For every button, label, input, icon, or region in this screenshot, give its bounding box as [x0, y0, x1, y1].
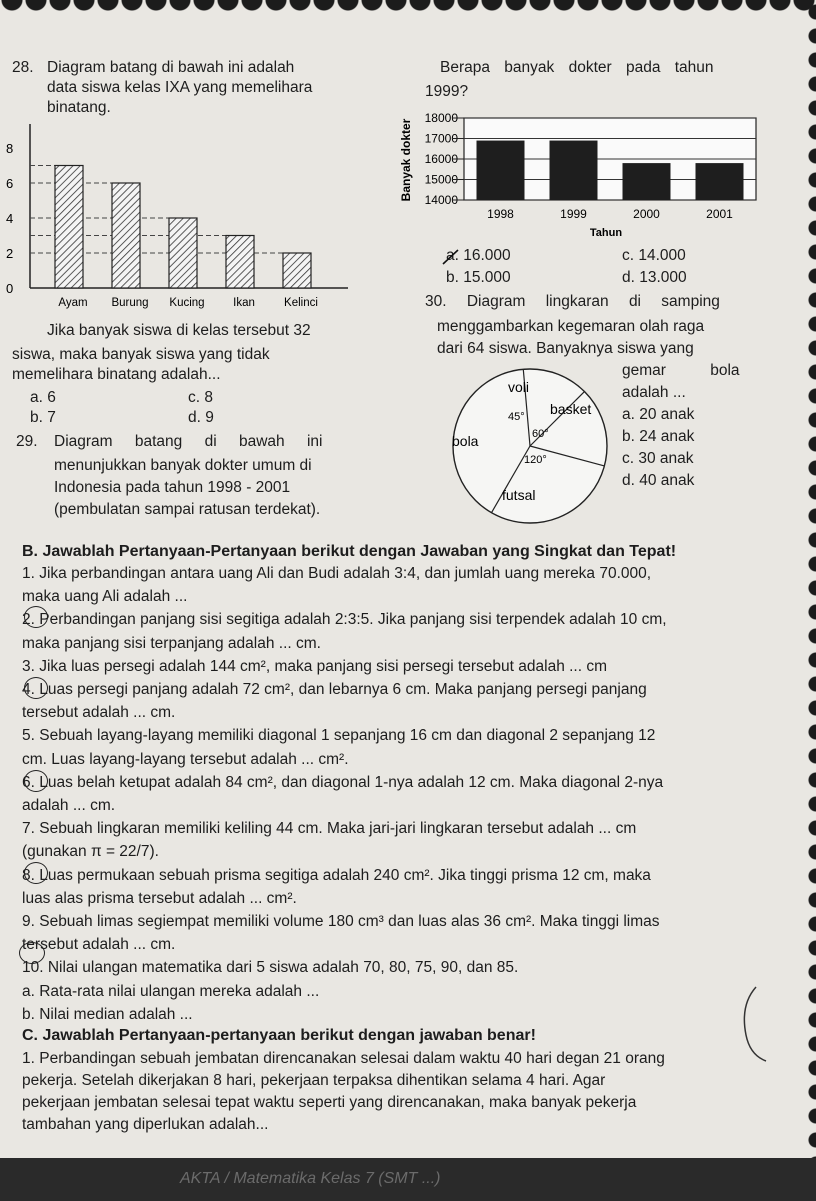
q28-option-c: c. 8 [188, 389, 213, 406]
section-b-line: (gunakan π = 22/7). [22, 843, 159, 861]
animal-bar-chart [0, 118, 360, 318]
section-c-line: 1. Perbandingan sebuah jembatan direncanakan selesai dalam waktu 40 hari degan 21 orang [22, 1050, 665, 1067]
handwritten-circle-8 [24, 862, 48, 884]
q29-option-c: c. 14.000 [622, 247, 686, 264]
q29-question-1: Berapa banyak dokter pada tahun [440, 59, 714, 76]
top-border [0, 0, 816, 24]
answer-cross-mark [440, 247, 462, 267]
animal-xlabel: Kucing [169, 297, 205, 309]
footer-text: AKTA / Matematika Kelas 7 (SMT ...) [180, 1170, 441, 1187]
animal-ytick: 2 [6, 246, 14, 261]
doctor-xlabel: 1999 [560, 207, 587, 221]
section-b-line: 4. Luas persegi panjang adalah 72 cm², dan lebarnya 6 cm. Maka panjang persegi panjang [22, 681, 647, 698]
section-b-line: adalah ... cm. [22, 797, 116, 814]
section-b-line: b. Nilai median adalah ... [22, 1005, 193, 1023]
section-b-line: luas alas prisma tersebut adalah ... cm². [22, 889, 297, 907]
q29-option-b: b. 15.000 [446, 269, 511, 286]
handwritten-circle-10 [19, 942, 45, 964]
doctor-bar-2000 [623, 163, 671, 200]
animal-bar-ikan [226, 236, 254, 289]
animal-bar-ayam [55, 166, 83, 289]
animal-bar-kucing [169, 218, 197, 288]
q28-option-d: d. 9 [188, 409, 214, 426]
doctor-xlabel: 1998 [487, 207, 514, 221]
animal-xlabel: Kelinci [284, 297, 318, 309]
section-b-title: B. Jawablah Pertanyaan-Pertanyaan berikut dengan Jawaban yang Singkat dan Tepat! [22, 543, 677, 560]
pie-label-futsal: futsal [502, 487, 536, 503]
animal-ytick: 6 [6, 176, 14, 191]
pie-label-bola: bola [452, 433, 479, 449]
section-c-line: pekerjaan jembatan selesai tepat waktu seperti yang direncanakan, maka banyak pekerja [22, 1094, 637, 1111]
q30-line-5: adalah ... [622, 384, 686, 401]
section-b-line: tersebut adalah ... cm. [22, 704, 176, 722]
q29-line-1: Diagram batang di bawah ini [54, 433, 323, 450]
animal-xlabel: Burung [111, 297, 149, 309]
handwritten-circle-2 [24, 606, 48, 628]
doctor-ytick: 16000 [424, 152, 458, 166]
q28-option-a: a. 6 [30, 389, 56, 406]
doctor-ylabel: Banyak dokter [399, 118, 413, 202]
handwritten-circle-4 [24, 677, 48, 699]
q28-option-b: b. 7 [30, 409, 56, 426]
section-b-line: tersebut adalah ... cm. [22, 936, 176, 954]
section-b-line: 8. Luas permukaan sebuah prisma segitiga adalah 240 cm². Jika tinggi prisma 12 cm, maka [22, 866, 651, 884]
q30-line-3: dari 64 siswa. Banyaknya siswa yang [437, 340, 694, 357]
animal-ytick: 8 [6, 141, 14, 156]
pie-angle-45: 45° [508, 411, 525, 423]
handwritten-circle-6 [24, 770, 48, 792]
section-b-line: 1. Jika perbandingan antara uang Ali dan Budi adalah 3:4, dan jumlah uang mereka 70.000, [22, 565, 652, 582]
section-b-line: 3. Jika luas persegi adalah 144 cm², maka panjang sisi persegi tersebut adalah ... cm [22, 657, 608, 675]
doctor-xlabel: Tahun [589, 227, 623, 239]
q30-option-a: a. 20 anak [622, 406, 695, 423]
animal-ytick: 4 [6, 211, 14, 226]
doctor-ytick: 14000 [424, 193, 458, 207]
q28-number: 28. [12, 59, 34, 76]
section-b-line: a. Rata-rata nilai ulangan mereka adalah ... [22, 982, 320, 1000]
q28-line-1: Diagram batang di bawah ini adalah [47, 59, 295, 76]
doctor-xlabel: 2000 [633, 207, 660, 221]
q28-after-2: siswa, maka banyak siswa yang tidak [12, 346, 270, 363]
doctor-bar-1998 [477, 141, 525, 200]
pie-angle-120: 120° [524, 454, 547, 466]
doctor-ytick: 18000 [424, 111, 458, 125]
doctor-bar-chart [396, 108, 766, 242]
pie-label-voli: voli [508, 379, 530, 395]
q29-line-4: (pembulatan sampai ratusan terdekat). [54, 501, 321, 518]
page-footer [0, 1158, 816, 1201]
section-b-line: 7. Sebuah lingkaran memiliki keliling 44 cm. Maka jari-jari lingkaran tersebut adalah ... cm [22, 820, 637, 838]
section-c-line: pekerja. Setelah dikerjakan 8 hari, pekerjaan terpaksa dihentikan selama 4 hari. Agar [22, 1072, 606, 1089]
q28-after-3: memelihara binatang adalah... [12, 366, 221, 383]
section-b-line: maka uang Ali adalah ... [22, 588, 188, 606]
q29-question-2: 1999? [425, 83, 469, 100]
q30-line-1: 30. Diagram lingkaran di samping [425, 293, 720, 310]
pie-label-basket: basket [550, 401, 592, 417]
q29-line-2: menunjukkan banyak dokter umum di [54, 457, 312, 474]
q30-option-b: b. 24 anak [622, 428, 695, 445]
q28-line-2: data siswa kelas IXA yang memelihara [47, 79, 313, 96]
q29-line-3: Indonesia pada tahun 1998 - 2001 [54, 479, 291, 496]
section-b-line: 6. Luas belah ketupat adalah 84 cm², dan diagonal 1-nya adalah 12 cm. Maka diagonal 2-nya [22, 773, 664, 791]
q30-option-d: d. 40 anak [622, 472, 695, 489]
animal-bar-burung [112, 183, 140, 288]
section-b-line: 10. Nilai ulangan matematika dari 5 siswa adalah 70, 80, 75, 90, dan 85. [22, 959, 519, 977]
animal-ytick: 0 [6, 281, 14, 296]
section-b-line: 5. Sebuah layang-layang memiliki diagonal 1 sepanjang 16 cm dan diagonal 2 sepanjang 12 [22, 727, 656, 745]
doctor-bar-2001 [696, 163, 744, 200]
pie-angle-60: 60° [532, 428, 549, 440]
q30-line-4: gemar bola [622, 362, 740, 379]
handwritten-bracket [736, 985, 776, 1065]
doctor-xlabel: 2001 [706, 207, 733, 221]
doctor-ytick: 17000 [424, 131, 458, 146]
q28-line-3: binatang. [47, 99, 111, 116]
right-edge-shadow [806, 0, 816, 1201]
q30-option-c: c. 30 anak [622, 450, 694, 467]
section-c-title: C. Jawablah Pertanyaan-pertanyaan berikut dengan jawaban benar! [22, 1027, 536, 1044]
section-b-line: cm. Luas layang-layang tersebut adalah ... cm². [22, 750, 349, 768]
sports-pie-chart [440, 362, 620, 530]
section-b-line: maka panjang sisi terpanjang adalah ... cm. [22, 634, 321, 652]
animal-bar-kelinci [283, 253, 311, 288]
q30-line-2: menggambarkan kegemaran olah raga [437, 318, 705, 335]
animal-xlabel: Ikan [233, 297, 255, 309]
q29-option-a: a. 16.000 [446, 247, 511, 264]
animal-xlabel: Ayam [58, 297, 88, 309]
q28-after-1: Jika banyak siswa di kelas tersebut 32 [47, 322, 311, 339]
q29-number: 29. [16, 433, 38, 450]
section-c-line: tambahan yang diperlukan adalah... [22, 1116, 269, 1133]
q29-option-d: d. 13.000 [622, 269, 687, 286]
section-b-line: 2. Perbandingan panjang sisi segitiga adalah 2:3:5. Jika panjang sisi terpendek adalah 10 cm, [22, 611, 667, 629]
doctor-ytick: 15000 [424, 172, 458, 187]
doctor-bar-1999 [550, 141, 598, 200]
section-b-line: 9. Sebuah limas segiempat memiliki volume 180 cm³ dan luas alas 36 cm². Maka tinggi limas [22, 913, 660, 930]
